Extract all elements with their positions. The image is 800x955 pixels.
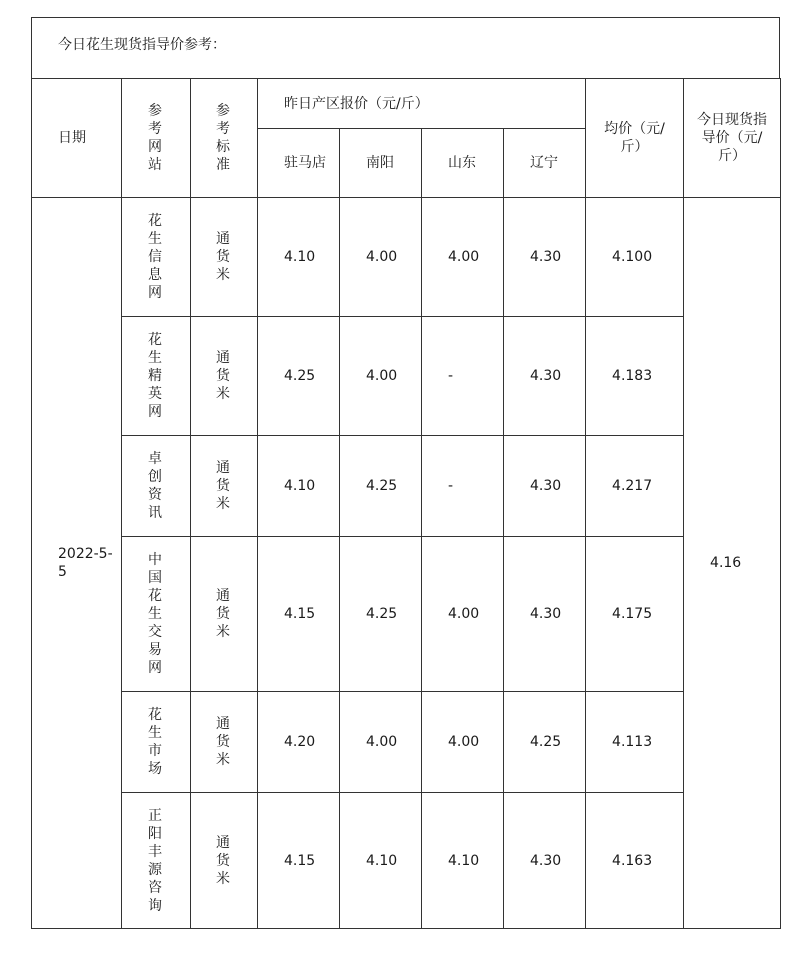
site-cell: 卓创资讯	[122, 436, 191, 537]
value-cell: 4.00	[340, 198, 422, 317]
header-region-nanyang: 南阳	[340, 129, 422, 198]
site-cell: 花生信息网	[122, 198, 191, 317]
value-cell: 4.00	[340, 692, 422, 793]
standard-cell: 通货米	[191, 198, 258, 317]
header-region-shandong: 山东	[422, 129, 504, 198]
value-cell: 4.10	[422, 793, 504, 929]
value-cell: 4.00	[422, 692, 504, 793]
table-row	[32, 692, 781, 793]
value-cell: -	[422, 317, 504, 436]
standard-cell: 通货米	[191, 537, 258, 692]
avg-cell: 4.113	[586, 692, 684, 793]
avg-cell: 4.183	[586, 317, 684, 436]
site-cell: 正阳丰源咨询	[122, 793, 191, 929]
site-cell: 中国花生交易网	[122, 537, 191, 692]
standard-cell: 通货米	[191, 692, 258, 793]
value-cell: -	[422, 436, 504, 537]
value-cell: 4.10	[340, 793, 422, 929]
value-cell: 4.30	[504, 436, 586, 537]
header-region-zhumadian: 驻马店	[258, 129, 340, 198]
table-row	[32, 317, 781, 436]
value-cell: 4.20	[258, 692, 340, 793]
header-yesterday-quotes: 昨日产区报价（元/斤）	[258, 79, 586, 129]
table-row	[32, 436, 781, 537]
value-cell: 4.30	[504, 198, 586, 317]
guide-price-cell: 4.16	[684, 198, 781, 929]
avg-cell: 4.217	[586, 436, 684, 537]
site-cell: 花生市场	[122, 692, 191, 793]
table-row	[32, 793, 781, 929]
value-cell: 4.30	[504, 537, 586, 692]
value-cell: 4.10	[258, 198, 340, 317]
header-date: 日期	[32, 79, 122, 198]
value-cell: 4.00	[340, 317, 422, 436]
price-table	[31, 78, 781, 929]
avg-cell: 4.163	[586, 793, 684, 929]
value-cell: 4.25	[504, 692, 586, 793]
table-title: 今日花生现货指导价参考：	[31, 17, 780, 78]
value-cell: 4.30	[504, 793, 586, 929]
value-cell: 4.25	[258, 317, 340, 436]
value-cell: 4.15	[258, 537, 340, 692]
value-cell: 4.00	[422, 537, 504, 692]
standard-cell: 通货米	[191, 436, 258, 537]
table-row	[32, 198, 781, 317]
header-guide-price: 今日现货指导价（元/斤）	[684, 79, 781, 198]
date-cell: 2022-5-5	[32, 198, 122, 929]
table-row	[32, 537, 781, 692]
header-avg-price: 均价（元/斤）	[586, 79, 684, 198]
avg-cell: 4.100	[586, 198, 684, 317]
standard-cell: 通货米	[191, 793, 258, 929]
price-table-frame	[31, 17, 780, 929]
value-cell: 4.25	[340, 537, 422, 692]
header-region-liaoning: 辽宁	[504, 129, 586, 198]
value-cell: 4.15	[258, 793, 340, 929]
header-standard: 参考标准	[191, 79, 258, 198]
value-cell: 4.25	[340, 436, 422, 537]
value-cell: 4.30	[504, 317, 586, 436]
standard-cell: 通货米	[191, 317, 258, 436]
header-site: 参考网站	[122, 79, 191, 198]
avg-cell: 4.175	[586, 537, 684, 692]
value-cell: 4.00	[422, 198, 504, 317]
value-cell: 4.10	[258, 436, 340, 537]
site-cell: 花生精英网	[122, 317, 191, 436]
